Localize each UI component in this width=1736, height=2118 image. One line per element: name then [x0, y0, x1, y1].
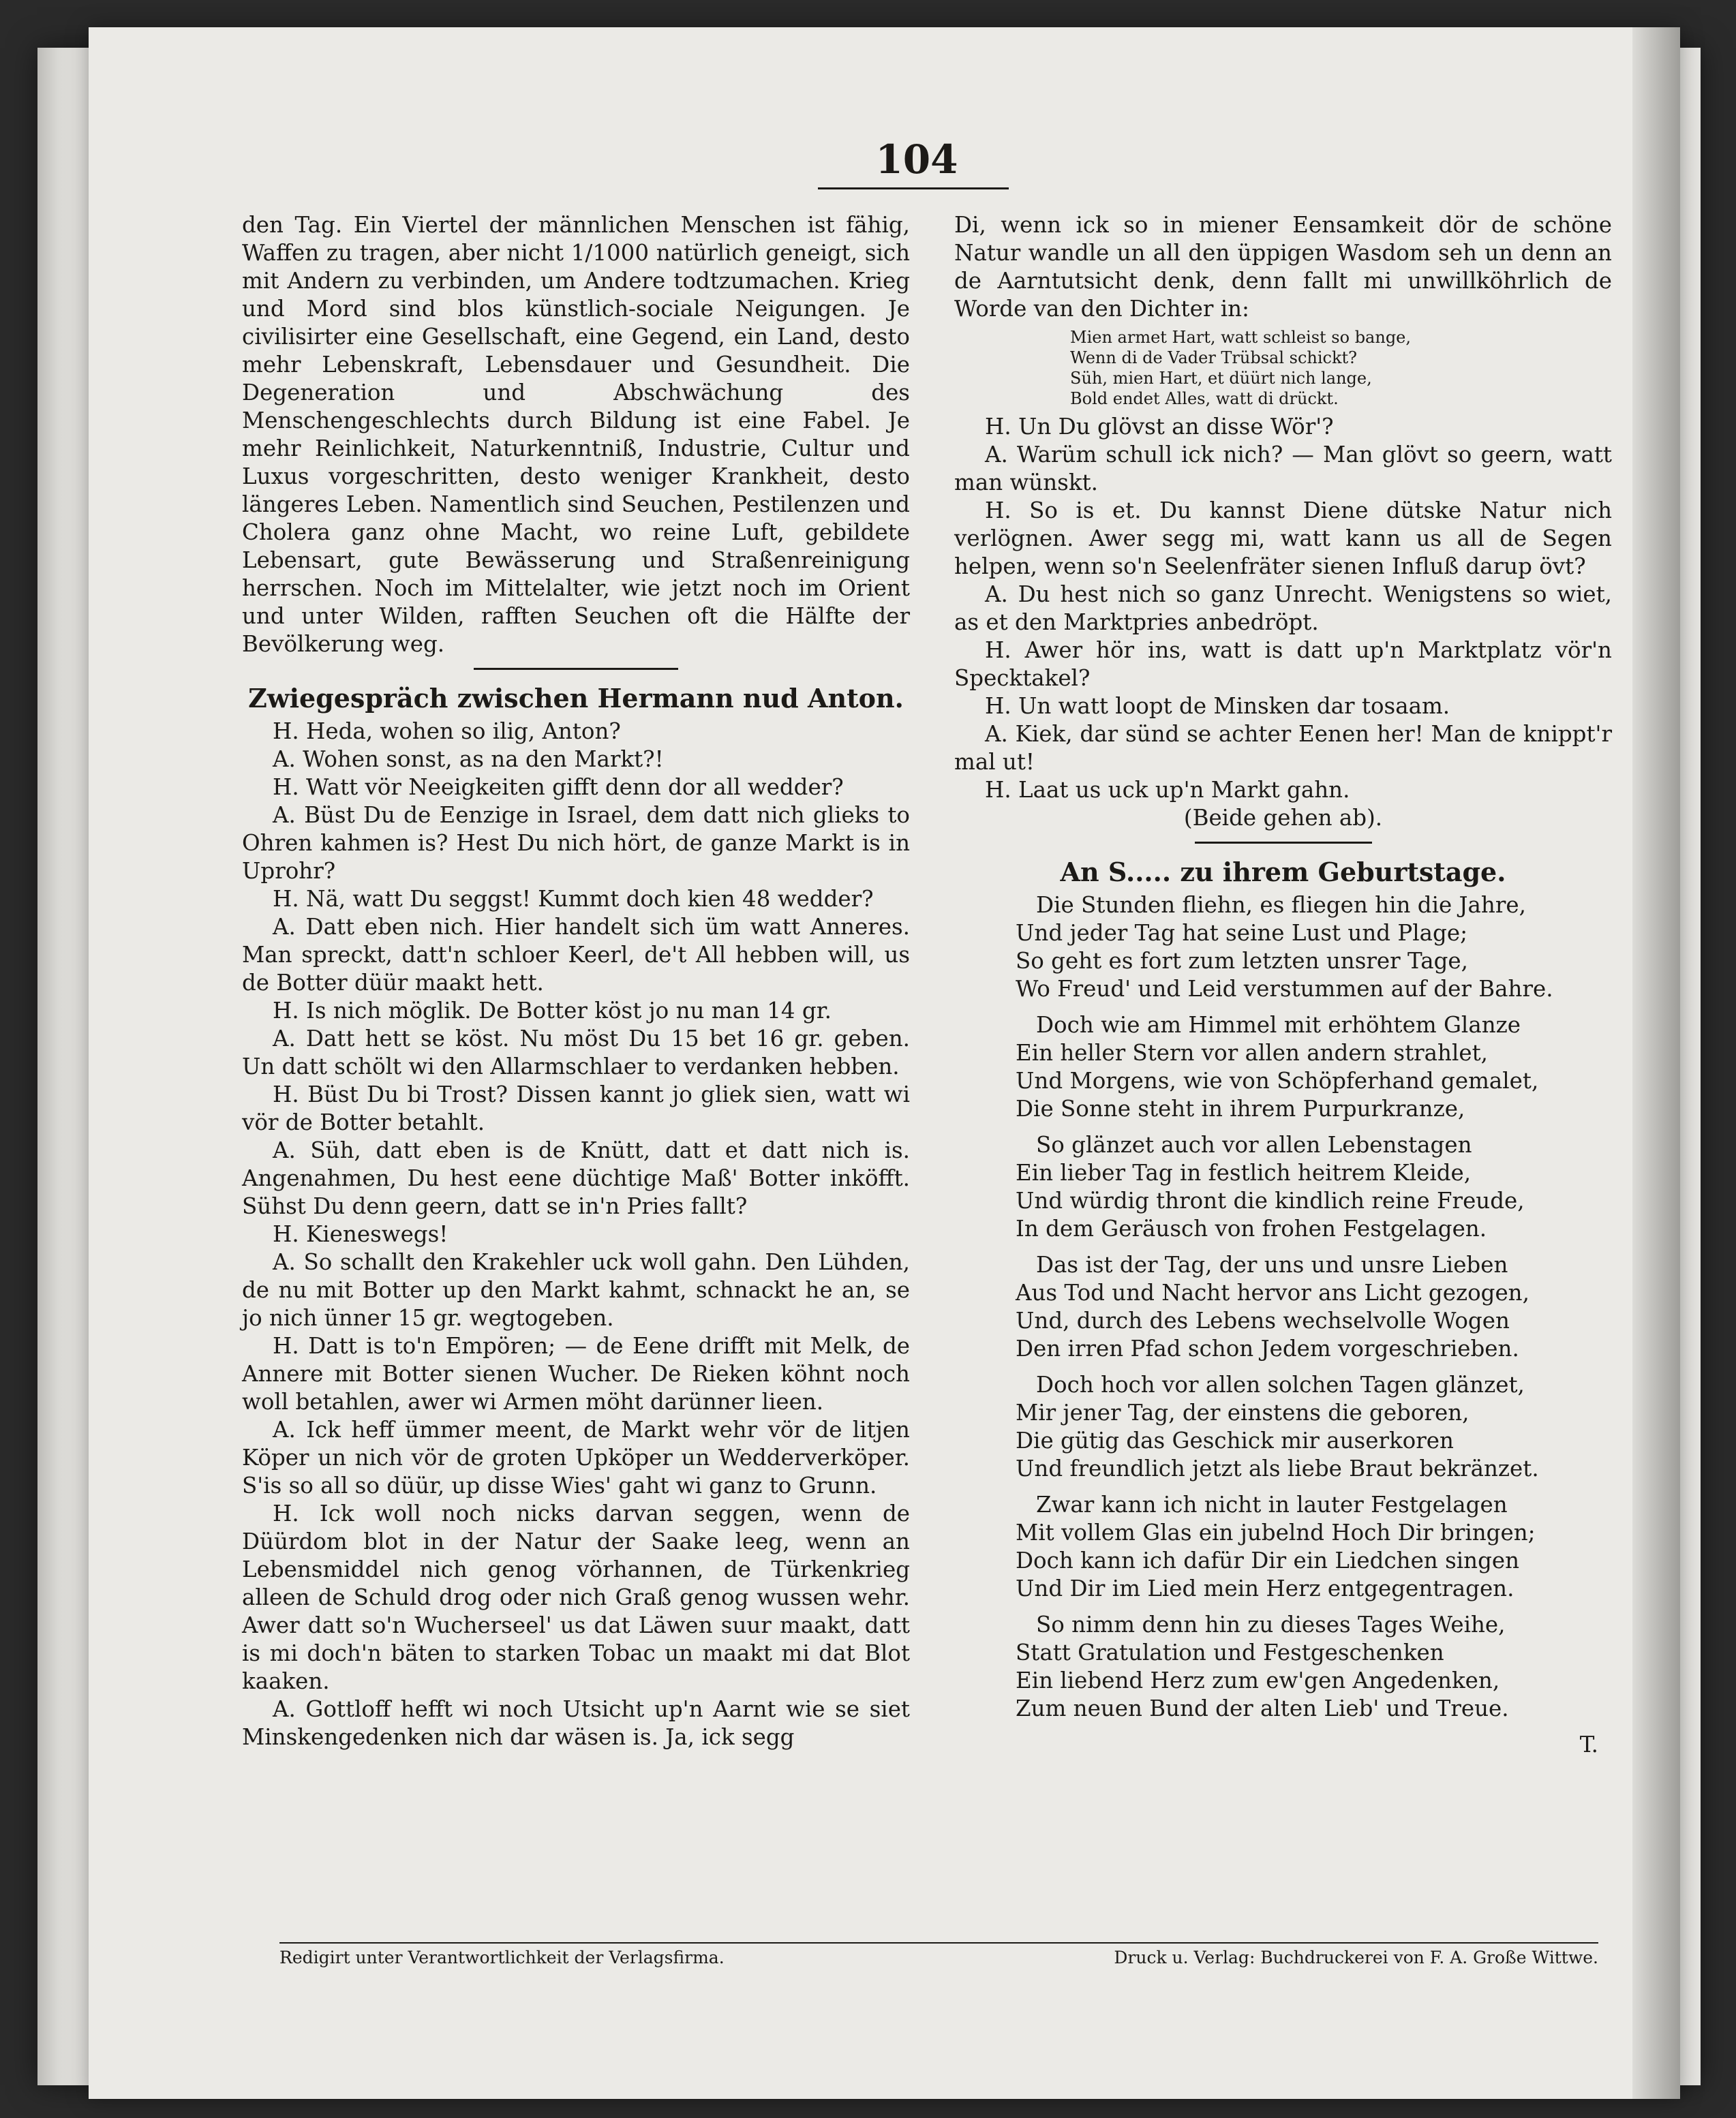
poem [1016, 891, 1612, 1723]
poem-line: Mit vollem Glas ein jubelnd Hoch Dir bringen; [1016, 1520, 1536, 1546]
dialogue-line: A. Warüm schull ick nich? — Man glövt so geern, watt man wünskt. [954, 442, 1612, 495]
poem-line: Die gütig das Geschick mir auserkoren [1016, 1428, 1454, 1454]
header-rule [818, 187, 1009, 189]
poem-line: Zwar kann ich nicht in lauter Festgelagen [1036, 1492, 1508, 1518]
right-dialogue [954, 413, 1612, 804]
dialogue-line: A. Süh, datt eben is de Knütt, datt et datt nich is. Angenahmen, Du hest eene düchtige Maß' Botter inköfft. Sühst Du denn geern, datt se in'n Pries fallt? [242, 1137, 910, 1219]
poem-line: Und würdig thront die kindlich reine Freude, [1016, 1188, 1525, 1214]
poem-line: Ein lieber Tag in festlich heitrem Kleide, [1016, 1160, 1472, 1186]
dialogue-line: H. Is nich möglik. De Botter köst jo nu man 14 gr. [273, 998, 832, 1024]
dialogue-line: A. Wohen sonst, as na den Markt?! [273, 746, 664, 772]
poem-line: Und, durch des Lebens wechselvolle Wogen [1016, 1308, 1510, 1334]
poem-line: Aus Tod und Nacht hervor ans Licht gezogen, [1016, 1280, 1529, 1306]
dialogue-heading: Zwiegespräch zwischen Hermann nud Anton. [248, 683, 904, 713]
poem-line: So nimm denn hin zu dieses Tages Weihe, [1036, 1612, 1506, 1638]
poem-line: Statt Gratulation und Festgeschenken [1016, 1640, 1444, 1666]
footer-printer-note: Druck u. Verlag: Buchdruckerei von F. A. Große Wittwe. [1114, 1948, 1598, 1967]
dialogue-line: H. So is et. Du kannst Diene dütske Natur nich verlögnen. Awer segg mi, watt kann us all de Segen helpen, wenn so'n Seelenfräter sienen Influß darup övt? [954, 497, 1612, 579]
footer [279, 1942, 1598, 1967]
verse-line: Mien armet Hart, watt schleist so bange, [1070, 328, 1412, 347]
stage-direction: (Beide gehen ab). [1183, 805, 1383, 831]
binding-gutter [1632, 27, 1680, 2099]
dialogue-line: H. Ick woll noch nicks darvan seggen, wenn de Düürdom blot in der Natur der Saake leeg, wenn an Lebensmiddel nich genog vörhannen, de Türkenkrieg alleen de Schuld drog oder nich Graß genog wussen wehr. Awer datt so'n Wucherseel' us dat Läwen suur maakt, datt is mi doch'n bäten to starken Tobac un maakt mi dat Blot kaaken. [242, 1501, 910, 1694]
section-divider [474, 668, 678, 670]
dialogue-line: A. Büst Du de Eenzige in Israel, dem datt nich glieks to Ohren kahmen is? Hest Du nich hört, de ganze Markt is in Uprohr? [242, 802, 910, 884]
signature: T. [1579, 1732, 1598, 1758]
continuation-paragraph: Di, wenn ick so in miener Eensamkeit dör de schöne Natur wandle un all den üppigen Wasdom seh un denn an de Aarntutsicht denk, denn fallt mi unwillköhrlich de Worde van den Dichter in: [954, 212, 1612, 322]
poem-stanza [1016, 1131, 1612, 1243]
dialogue-line: A. Du hest nich so ganz Unrecht. Wenigstens so wiet, as et den Marktpries anbedröpt. [954, 581, 1612, 635]
dialogue-line: A. Ick heff ümmer meent, de Markt wehr vör de litjen Köper un nich vör de groten Upköper un Wedderverköper. S'is so all so düür, up disse Wies' gaht wi ganz to Grunn. [242, 1417, 910, 1499]
poem-line: Und jeder Tag hat seine Lust und Plage; [1016, 920, 1468, 946]
poem-line: Zum neuen Bund der alten Lieb' und Treue. [1016, 1695, 1509, 1721]
poem-line: Mir jener Tag, der einstens die geboren, [1016, 1400, 1469, 1426]
poem-line: Doch wie am Himmel mit erhöhtem Glanze [1036, 1012, 1521, 1038]
dialogue-line: H. Un watt loopt de Minsken dar tosaam. [985, 693, 1450, 719]
verse-line: Bold endet Alles, watt di drückt. [1070, 389, 1339, 408]
dialogue-line: A. Datt eben nich. Hier handelt sich üm watt Anneres. Man spreckt, datt'n schloer Keerl, de't All hebben will, us de Botter düür maakt hett. [242, 914, 910, 996]
poem-line: Die Sonne steht in ihrem Purpurkranze, [1016, 1096, 1465, 1122]
poem-heading: An S..... zu ihrem Geburtstage. [1060, 857, 1506, 887]
dialogue-line: A. Datt hett se köst. Nu möst Du 15 bet 16 gr. geben. Un datt schölt wi den Allarmschlaer to verdanken hebben. [242, 1026, 910, 1079]
right-column [954, 211, 1612, 1759]
dialogue-line: A. Gottloff hefft wi noch Utsicht up'n Aarnt wie se siet Minskengedenken nich dar wäsen is. Ja, ick segg [242, 1696, 910, 1750]
verse-line: Süh, mien Hart, et düürt nich lange, [1070, 369, 1372, 388]
poem-stanza [1016, 1491, 1612, 1603]
poem-stanza [1016, 1011, 1612, 1123]
intro-paragraph: den Tag. Ein Viertel der männlichen Menschen ist fähig, Waffen zu tragen, aber nicht 1/1000 natürlich geneigt, sich mit Andern zu verbinden, um Andere todtzumachen. Krieg und Mord sind blos künstlich-sociale Neigungen. Je civilisirter eine Gesellschaft, eine Gegend, ein Land, desto mehr Lebenskraft, Lebensdauer und Gesundheit. Die Degeneration und Abschwächung des Menschengeschlechts durch Bildung ist eine Fabel. Je mehr Reinlichkeit, Naturkenntniß, Industrie, Cultur und Luxus vorgeschritten, desto weniger Krankheit, desto längeres Leben. Namentlich sind Seuchen, Pestilenzen und Cholera ganz ohne Macht, wo reine Luft, gebildete Lebensart, gute Bewässerung und Straßenreinigung herrschen. Noch im Mittelalter, wie jetzt noch im Orient und unter Wilden, rafften Seuchen oft die Hälfte der Bevölkerung weg. [242, 212, 910, 657]
dialogue-line: H. Heda, wohen so ilig, Anton? [273, 718, 621, 744]
poem-stanza [1016, 1611, 1612, 1723]
dialogue-line: H. Büst Du bi Trost? Dissen kannt jo gliek sien, watt wi vör de Botter betahlt. [242, 1081, 910, 1135]
poem-line: In dem Geräusch von frohen Festgelagen. [1016, 1216, 1487, 1242]
dialogue-line: H. Nä, watt Du seggst! Kummt doch kien 48 wedder? [273, 886, 874, 912]
poem-line: Doch kann ich dafür Dir ein Liedchen singen [1016, 1548, 1520, 1574]
poem-line: Und freundlich jetzt als liebe Braut bekränzet. [1016, 1456, 1539, 1482]
section-divider [1195, 842, 1372, 844]
left-column [242, 211, 910, 1751]
dialogue-line: H. Watt vör Neeigkeiten gifft denn dor all wedder? [273, 774, 844, 800]
poem-line: Und Morgens, wie von Schöpferhand gemalet, [1016, 1068, 1539, 1094]
poem-stanza [1016, 1251, 1612, 1363]
dialogue-line: H. Awer hör ins, watt is datt up'n Marktplatz vör'n Specktakel? [954, 637, 1612, 691]
poem-line: Doch hoch vor allen solchen Tagen glänzet, [1036, 1372, 1525, 1398]
poem-line: Wo Freud' und Leid verstummen auf der Bahre. [1016, 976, 1553, 1002]
poem-line: Den irren Pfad schon Jedem vorgeschrieben. [1016, 1336, 1519, 1362]
poem-stanza [1016, 1371, 1612, 1483]
verse-line: Wenn di de Vader Trübsal schickt? [1070, 348, 1358, 367]
dialogue-line: H. Datt is to'n Empören; — de Eene drifft mit Melk, de Annere mit Botter sienen Wucher. De Rieken köhnt noch woll betahlen, awer wi Armen möht darünner lieen. [242, 1333, 910, 1415]
dialogue-line: H. Un Du glövst an disse Wör'? [985, 414, 1334, 440]
footer-editor-note: Redigirt unter Verantwortlichkeit der Verlagsfirma. [279, 1948, 725, 1967]
poem-line: Die Stunden fliehn, es fliegen hin die Jahre, [1036, 892, 1526, 918]
poem-line: Ein heller Stern vor allen andern strahlet, [1016, 1040, 1488, 1066]
poem-line: Ein liebend Herz zum ew'gen Angedenken, [1016, 1668, 1500, 1693]
dialogue-line: H. Laat us uck up'n Markt gahn. [985, 777, 1350, 803]
poem-line: Das ist der Tag, der uns und unsre Lieben [1036, 1252, 1508, 1278]
poem-line: So glänzet auch vor allen Lebenstagen [1036, 1132, 1472, 1158]
poem-line: So geht es fort zum letzten unsrer Tage, [1016, 948, 1468, 974]
poem-stanza [1016, 891, 1612, 1003]
dialogue-line: H. Kieneswegs! [273, 1221, 448, 1247]
verse-quote [1070, 327, 1612, 409]
poem-line: Und Dir im Lied mein Herz entgegentragen. [1016, 1576, 1514, 1601]
dialogue-line: A. Kiek, dar sünd se achter Eenen her! Man de knippt'r mal ut! [954, 721, 1612, 775]
dialogue-line: A. So schallt den Krakehler uck woll gahn. Den Lühden, de nu mit Botter up den Markt kahmt, schnackt he an, se jo nich ünner 15 gr. wegtogeben. [242, 1249, 910, 1331]
left-dialogue [242, 718, 910, 1751]
page-number: 104 [875, 136, 958, 183]
